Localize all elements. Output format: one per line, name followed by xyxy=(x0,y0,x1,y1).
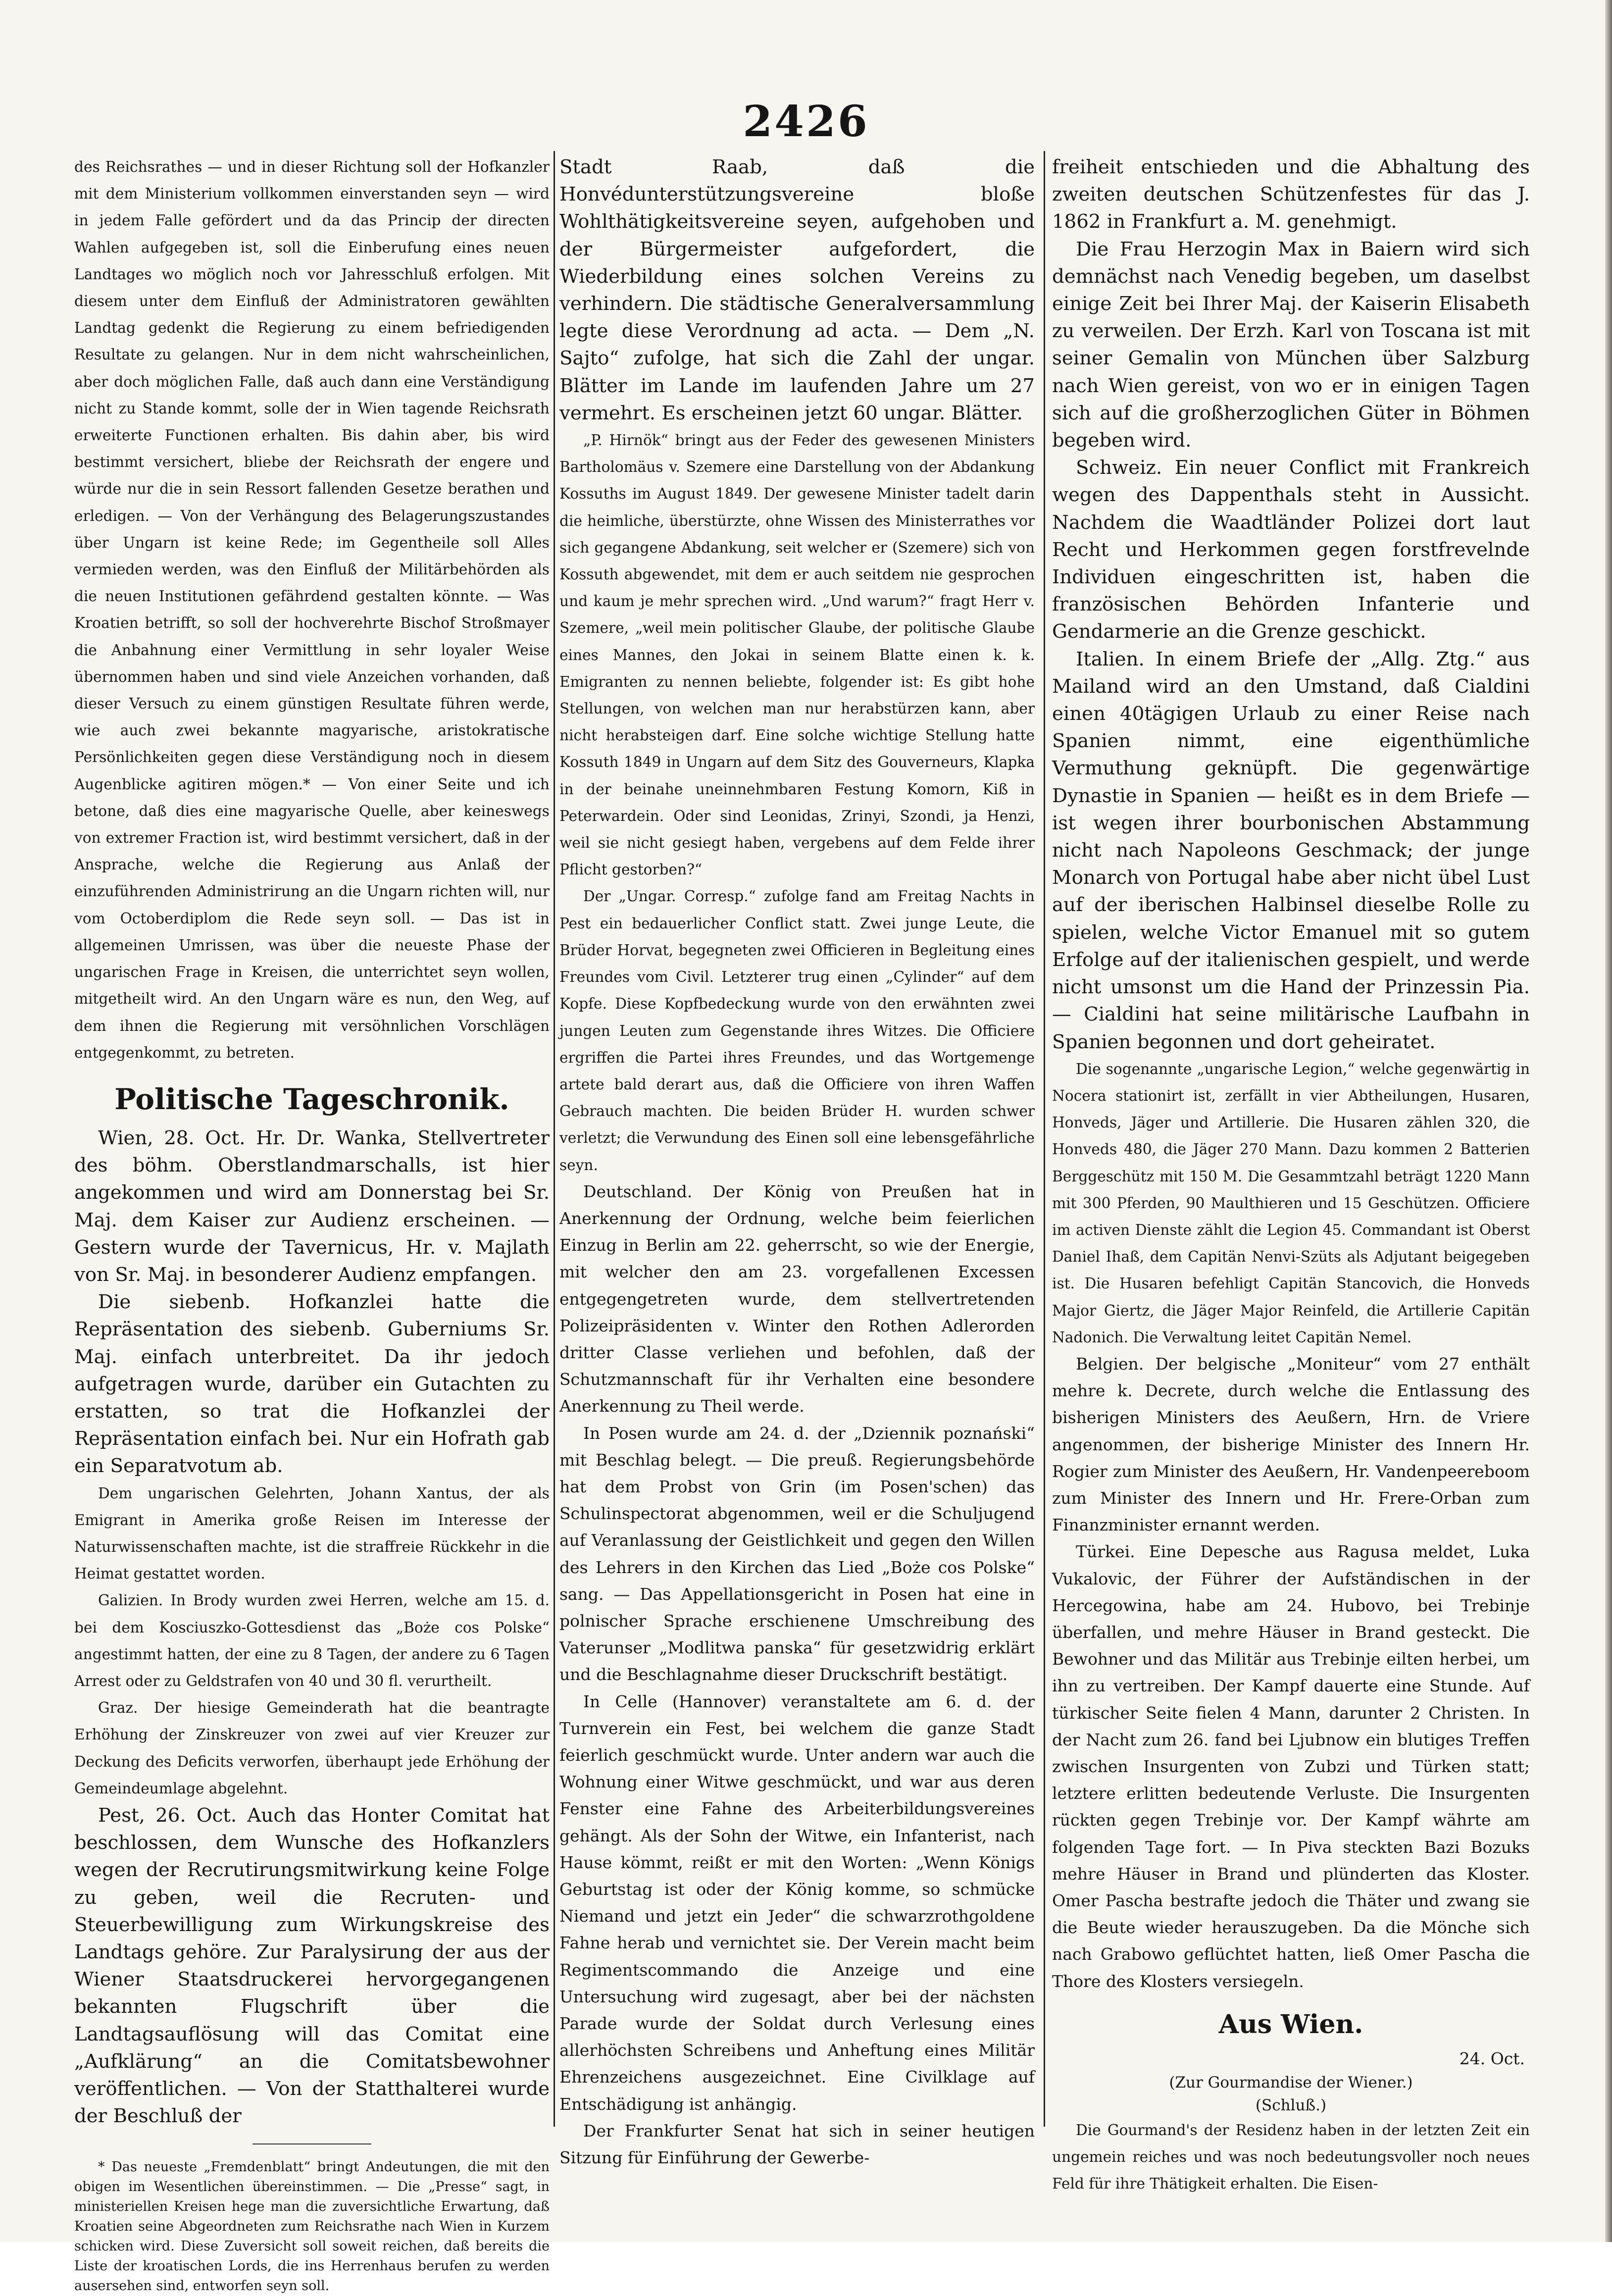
column-rule-right xyxy=(1044,151,1045,2127)
article-graz-text: Graz. Der hiesige Gemeinderath hat die beantragte Erhöhung der Zinskreuzer von zwei auf vier Kreuzer zur Deckung des Deficits verworfen, überhaupt jede Erhöhung der Gemeindeumlage abgelehnt. xyxy=(74,1699,550,1797)
article-galizien-text: Galizien. In Brody wurden zwei Herren, welche am 15. d. bei dem Kosciuszko-Gottesdienst das „Boże cos Polske“ angestimmt hatten, der eine zu 8 Tagen, der andere zu 6 Tagen Arrest oder zu Geldstrafen von 40 und 30 fl. verurtheilt. xyxy=(74,1592,550,1689)
article-hirnoek-text: „P. Hirnök“ bringt aus der Feder des gewesenen Ministers Bartholomäus v. Szemere eine Darstellung von der Abdankung Kossuths im August 1849. Der gewesene Minister tadelt darin die heimliche, überstürzte, ohne Wissen des Ministerrathes vor sich gegangene Abdankung, seit welcher er (Szemere) sich von Kossuth abgewendet, mit dem er auch seitdem nie gesprochen und kaum je mehr sprechen wird. „Und warum?“ fragt Herr v. Szemere, „weil mein politischer Glaube, der politische Glaube eines Mannes, den Jokai in seinem Blatte einen k. k. Emigranten zu nennen beliebte, folgender ist: Es gibt hohe Stellungen, von welchen man nur herabstürzen kann, aber nicht herabsteigen darf. Eine solche wichtige Stellung hatte Kossuth 1849 in Ungarn auf dem Sitz des Gouverneurs, Klapka in der beinahe uneinnehmbaren Festung Komorn, Kiß in Peterwardein. Oder sind Leonidas, Zrinyi, Szondi, ja Henzi, weil sie nicht gesiegt haben, vergebens auf dem Felde ihrer Pflicht gestorben?“ xyxy=(559,432,1035,878)
column-left xyxy=(74,153,550,2294)
article-frankfurt-text: Der Frankfurter Senat hat sich in seiner heutigen Sitzung für Einführung der Gewerbe- xyxy=(559,2121,1035,2168)
article-legion-text: Die sogenannte „ungarische Legion,“ welche gegenwärtig in Nocera stationirt ist, zerfällt in vier Abtheilungen, Husaren, Honveds, Jäger und Artillerie. Die Husaren zählen 320, die Honveds 480, die Jäger 270 Mann. Dazu kommen 2 Batterien Berggeschütz mit 150 M. Die Gesammtzahl beträgt 1220 Mann mit 300 Pferden, 90 Maulthieren und 15 Geschützen. Officiere im activen Dienste zählt die Legion 45. Commandant ist Oberst Daniel Ihaß, dem Capitän Nenvi-Szüts als Adjutant beigegeben ist. Die Husaren befehligt Capitän Stancovich, die Honveds Major Giertz, die Jäger Major Reinfeld, die Artillerie Capitän Nadonich. Die Verwaltung leitet Capitän Nemel. xyxy=(1052,1060,1530,1346)
article-italien-text: Italien. In einem Briefe der „Allg. Ztg.“ aus Mailand wird an den Umstand, daß Cialdini einen 40tägigen Urlaub zu einer Reise nach Spanien nimmt, eine eigenthümliche Vermuthung geknüpft. Die gegenwärtige Dynastie in Spanien — heißt es in dem Briefe — ist wegen ihrer bourbonischen Abstammung nicht nach Napoleons Geschmack; der junge Monarch von Portugal habe aber nicht übel Lust auf der iberischen Halbinsel dieselbe Rolle zu spielen, welche Victor Emanuel mit so gutem Erfolge auf der italienischen gespielt, und werde nicht umsonst um die Hand der Prinzessin Pia. — Cialdini hat seine militärische Laufbahn in Spanien begonnen und dort geheiratet. xyxy=(1052,648,1530,1053)
article-schuetzenfest-text: freiheit entschieden und die Abhaltung des zweiten deutschen Schützenfestes für das J. 1862 in Frankfurt a. M. genehmigt. xyxy=(1052,156,1530,233)
article-hofkanzlei-text: Die siebenb. Hofkanzlei hatte die Repräsentation des siebenb. Guberniums Sr. Maj. einfach unterbreitet. Da ihr jedoch aufgetragen wurde, darüber ein Gutachten zu erstatten, so trat die Hofkanzlei der Repräsentation einfach bei. Nur ein Hofrath gab ein Separatvotum ab. xyxy=(74,1291,550,1478)
article-corresp-text: Der „Ungar. Corresp.“ zufolge fand am Freitag Nachts in Pest ein bedauerlicher Conflict statt. Zwei junge Leute, die Brüder Horvat, begegneten zwei Officieren in Begleitung eines Freundes vom Civil. Letzterer trug einen „Cylinder“ auf dem Kopfe. Diese Kopfbedeckung wurde von den erwähnten zwei jungen Leuten zum Gegenstande ihres Witzes. Die Officiere ergriffen die Partei ihres Freundes, und das Wortgemenge artete bald derart aus, daß die Officiere von ihren Waffen Gebrauch machten. Die beiden Brüder H. wurden schwer verletzt; die Verwundung des Einen soll eine lebensgefährliche seyn. xyxy=(559,888,1035,1174)
footnote-separator xyxy=(252,2143,371,2144)
article-herzogin-text: Die Frau Herzogin Max in Baiern wird sich demnächst nach Venedig begeben, um daselbst einige Zeit bei Ihrer Maj. der Kaiserin Elisabeth zu verweilen. Der Erzh. Karl von Toscana ist mit seiner Gemalin von München über Salzburg nach Wien gereist, von wo er in einigen Tagen sich auf die großherzoglichen Güter in Böhmen begeben wird. xyxy=(1052,238,1530,452)
article-reichsrath-text: des Reichsrathes — und in dieser Richtung soll der Hofkanzler mit dem Ministerium vollkommen einverstanden seyn — wird in jedem Falle gefördert und da das Princip der directen Wahlen aufgegeben ist, soll die Einberufung eines neuen Landtages wo möglich noch vor Jahresschluß erfolgen. Mit diesem unter dem Einfluß der Administratoren gewählten Landtag gedenkt die Regierung zu einem befriedigenden Resultate zu gelangen. Nur in dem nicht wahrscheinlichen, aber doch möglichen Falle, daß auch dann eine Verständigung nicht zu Stande kommt, solle der in Wien tagende Reichsrath erweiterte Functionen erhalten. Bis dahin aber, bis wird bestimmt versichert, bliebe der Reichsrath der engere und würde nur die in sein Ressort fallenden Gesetze berathen und erledigen. — Von der Verhängung des Belagerungszustandes über Ungarn ist keine Rede; im Gegentheile soll Alles vermieden werden, was den Einfluß der Militärbehörden als die neuen Institutionen gefährdend gestalten könnte. — Was Kroatien betrifft, so soll der hochverehrte Bischof Stroßmayer die Anbahnung einer Vermittlung in sehr loyaler Weise übernommen haben und sind viele Anzeichen vorhanden, daß dieser Versuch zu einem günstigen Resultate führen werde, wie auch zwei bekannte magyarische, aristokratische Persönlichkeiten gegen diese Verständigung noch in diesem Augenblicke agitiren mögen.* — Von einer Seite und ich betone, daß dies eine magyarische Quelle, aber keineswegs von extremer Fraction ist, wird bestimmt versichert, daß in der Ansprache, welche die Regierung aus Anlaß der einzuführenden Administrirung an die Ungarn richten will, nur vom Octoberdiplom die Rede seyn soll. — Das ist in allgemeinen Umrissen, was über die neueste Phase der ungarischen Frage in Kreisen, die unterrichtet seyn wollen, mitgetheilt wird. An den Ungarn wäre es nun, den Weg, auf dem ihnen die Regierung mit versöhnlichen Vorschlägen entgegenkommt, zu betreten. xyxy=(74,158,550,1061)
column-rule-left xyxy=(554,151,555,2127)
article-deutschland-text: Deutschland. Der König von Preußen hat in Anerkennung der Ordnung, welche beim feierlichen Einzug in Berlin am 22. geherrscht, so wie der Energie, mit welcher den am 23. vorgefallenen Excessen entgegengetreten wurde, dem stellvertretenden Polizeipräsidenten v. Winter den Rothen Adlerorden dritter Classe verliehen und befohlen, daß der Schutzmannschaft für ihr Verhalten eine besondere Anerkennung zu Theil werde. xyxy=(559,1181,1035,1416)
article-xantus-text: Dem ungarischen Gelehrten, Johann Xantus, der als Emigrant in Amerika große Reisen im Interesse der Naturwissenschaften machte, ist die straffreie Rückkehr in die Heimat gestattet worden. xyxy=(74,1484,550,1582)
article-raab-text: Stadt Raab, daß die Honvédunterstützungsvereine bloße Wohlthätigkeitsvereine seyen, aufgehoben und der Bürgermeister aufgefordert, die Wiederbildung eines solchen Vereins zu verhindern. Die städtische Generalversammlung legte diese Verordnung ad acta. — Dem „N. Sajto“ zufolge, hat sich die Zahl der ungar. Blätter im Lande im laufenden Jahre um 27 vermehrt. Es erscheinen jetzt 60 ungar. Blätter. xyxy=(559,156,1035,424)
column-middle xyxy=(559,153,1035,2194)
article-tuerkei-text: Türkei. Eine Depesche aus Ragusa meldet, Luka Vukalovic, der Führer der Aufständischen in der Hercegowina, habe am 24. Hubovo, bei Trebinje überfallen, und mehre Häuser in Brand gesteckt. Die Bewohner und das Militär aus Trebinje eilten herbei, um ihn zu vertreiben. Der Kampf dauerte eine Stunde. Auf türkischer Seite fielen 4 Mann, darunter 2 Christen. In der Nacht zum 26. fand bei Ljubnow ein blutiges Treffen zwischen Insurgenten von Zubzi und Türken statt; letztere erlitten bedeutende Verluste. Die Insurgenten rückten gegen Trebinje vor. Der Kampf währte am folgenden Tage fort. — In Piva steckten Bazi Bozuks mehre Häuser in Brand und plünderten das Kloster. Omer Pascha bestrafte jedoch die Thäter und zwang sie die Beute wieder herauszugeben. Da die Mönche sich nach Grabowo geflüchtet hatten, ließ Omer Pascha die Thore des Klosters versiegeln. xyxy=(1052,1542,1530,1991)
page-number: 2426 xyxy=(743,97,869,147)
feuilleton-conclusion-note: (Schluß.) xyxy=(1255,2096,1327,2114)
dateline: 24. Oct. xyxy=(1459,2048,1525,2068)
section-heading-aus-wien: Aus Wien. xyxy=(1218,2009,1363,2040)
section-heading-tageschronik: Politische Tageschronik. xyxy=(114,1082,509,1116)
footnote-text: * Das neueste „Fremdenblatt“ bringt Andeutungen, die mit den obigen im Wesentlichen übereinstimmen. — Die „Presse“ sagt, in ministeriellen Kreisen hege man die zuversichtliche Erwartung, daß Kroatien seine Abgeordneten zum Reichsrathe nach Wien in Kurzem schicken wird. Diese Zuversicht soll soweit reichen, daß bereits die Liste der kroatischen Lords, die ins Herrenhaus berufen zu werden ausersehen sind, entworfen seyn soll. xyxy=(74,2159,550,2294)
column-right xyxy=(1052,153,1530,2194)
article-celle-text: In Celle (Hannover) veranstaltete am 6. d. der Turnverein ein Fest, bei welchem die ganze Stadt feierlich geschmückt wurde. Unter andern war auch die Wohnung einer Witwe geschmückt, und war aus deren Fenster eine Fahne des Arbeiterbildungsvereines gehängt. Als der Sohn der Witwe, ein Infanterist, nach Hause kömmt, reißt er mit den Worten: „Wenn Königs Geburtstag ist oder der König komme, so schmücke Niemand und jetzt ein Jeder“ die schwarzrothgoldene Fahne herab und vernichtet sie. Der Verein macht beim Regimentscommando die Anzeige und eine Untersuchung wird zugesagt, aber bei der nächsten Parade wurde der Soldat durch Verlesung eines allerhöchsten Schreibens und Anheftung eines Militär Ehrenzeichens ausgezeichnet. Eine Civilklage auf Entschädigung ist anhängig. xyxy=(559,1691,1035,2114)
article-pest-text: Pest, 26. Oct. Auch das Honter Comitat hat beschlossen, dem Wunsche des Hofkanzlers wegen der Recrutirungsmitwirkung keine Folge zu geben, weil die Recruten- und Steuerbewilligung zum Wirkungskreise des Landtags gehöre. Zur Paralysirung der aus der Wiener Staatsdruckerei hervorgegangenen bekannten Flugschrift über die Landtagsauflösung will das Comitat eine „Aufklärung“ an die Comitatsbewohner veröffentlichen. — Von der Statthalterei wurde der Beschluß der xyxy=(74,1804,550,2128)
article-schweiz-text: Schweiz. Ein neuer Conflict mit Frankreich wegen des Dappenthals steht in Aussicht. Nachdem die Waadtländer Polizei dort laut Recht und Herkommen gegen forstfrevelnde Individuen eingeschritten ist, haben die französischen Behörden Infanterie und Gendarmerie an die Grenze geschickt. xyxy=(1052,457,1530,643)
article-posen-text: In Posen wurde am 24. d. der „Dziennik poznański“ mit Beschlag belegt. — Die preuß. Regierungsbehörde hat dem Probst von Grin (im Posen'schen) das Schulinspectorat abgenommen, weil er die Schuljugend auf Veranlassung der Geistlichkeit und gegen den Willen des Lehrers in den Kirchen das Lied „Boże cos Polske“ sang. — Das Appellationsgericht in Posen hat eine in polnischer Sprache erschienene Umschreibung des Vaterunser „Modlitwa panska“ für gesetzwidrig erklärt und die Beschlagnahme dieser Druckschrift bestätigt. xyxy=(559,1423,1035,1684)
feuilleton-subtitle: (Zur Gourmandise der Wiener.) xyxy=(1169,2073,1413,2092)
article-wien-text: Wien, 28. Oct. Hr. Dr. Wanka, Stellvertreter des böhm. Oberstlandmarschalls, ist hier angekommen und wird am Donnerstag bei Sr. Maj. dem Kaiser zur Audienz erscheinen. — Gestern wurde der Tavernicus, Hr. v. Majlath von Sr. Maj. in besonderer Audienz empfangen. xyxy=(74,1126,550,1286)
article-gourmand-text: Die Gourmand's der Residenz haben in der letzten Zeit ein ungemein reiches und was noch bedeutungsvoller noch neues Feld für ihre Thätigkeit erhalten. Die Eisen- xyxy=(1052,2121,1530,2193)
article-belgien-text: Belgien. Der belgische „Moniteur“ vom 27 enthält mehre k. Decrete, durch welche die Entlassung des bisherigen Ministers des Aeußern, Hrn. de Vriere angenommen, der bisherige Minister des Innern Hr. Rogier zum Minister des Aeußern, Hr. Vandenpeereboom zum Minister des Innern und Hr. Frere-Orban zum Finanzminister ernannt werden. xyxy=(1052,1354,1530,1535)
